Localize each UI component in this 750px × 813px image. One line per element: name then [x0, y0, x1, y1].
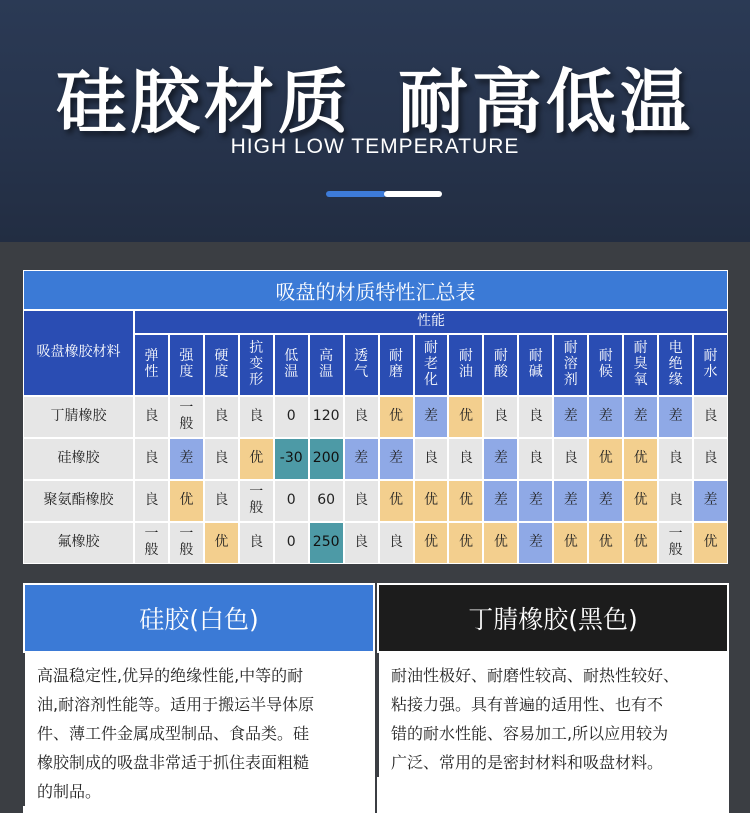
banner-subtitle: HIGH LOW TEMPERATURE [230, 135, 520, 158]
column-header-label: 耐碱 [528, 348, 543, 380]
table-cell: -30 [274, 438, 309, 480]
table-cell: 250 [309, 522, 344, 564]
table-cell [134, 522, 169, 564]
table-cell: 良 [483, 396, 518, 438]
column-header-label: 硬度 [214, 348, 229, 380]
table-cell: 优 [414, 522, 449, 564]
table-title: 吸盘的材质特性汇总表 [23, 270, 728, 310]
table-cell: 良 [344, 396, 379, 438]
table-cell: 差 [379, 438, 414, 480]
table-cell: 良 [658, 480, 693, 522]
nitrile-card-body [377, 653, 729, 777]
column-header-label: 强度 [179, 348, 194, 380]
table-cell: 良 [134, 438, 169, 480]
row-label: 硅橡胶 [23, 438, 134, 480]
table-cell: 差 [483, 480, 518, 522]
column-header [204, 334, 239, 396]
table-cell: 良 [134, 480, 169, 522]
table-cell: 良 [448, 438, 483, 480]
table-cell: 差 [483, 438, 518, 480]
column-header-label: 弹性 [144, 348, 159, 380]
column-header-label: 低温 [284, 348, 299, 380]
table-cell: 优 [588, 522, 623, 564]
table-cell: 优 [414, 480, 449, 522]
table-cell: 良 [414, 438, 449, 480]
silicone-line: 橡胶制成的吸盘非常适于抓住表面粗糙 [37, 753, 310, 772]
column-header-label: 电绝缘 [668, 340, 683, 388]
table-cell: 差 [169, 438, 204, 480]
nitrile-card-title: 丁腈橡胶(黑色) [377, 583, 729, 653]
table-cell: 0 [274, 396, 309, 438]
column-header-label: 耐老化 [423, 340, 438, 388]
nitrile-line: 错的耐水性能、容易加工,所以应用较为 [391, 724, 669, 743]
table-cell: 优 [448, 396, 483, 438]
column-header [588, 334, 623, 396]
column-header-label: 耐候 [598, 348, 613, 380]
table-cell: 200 [309, 438, 344, 480]
table-cell: 良 [239, 396, 274, 438]
table-cell: 优 [204, 522, 239, 564]
table-cell: 优 [623, 522, 658, 564]
column-header [379, 334, 414, 396]
cell-value: 一般 [179, 400, 194, 432]
table-cell: 差 [553, 480, 588, 522]
table-cell: 差 [658, 396, 693, 438]
table-cell: 优 [693, 522, 728, 564]
table-cell: 良 [693, 396, 728, 438]
cell-value: 一般 [179, 526, 194, 558]
table-cell: 差 [414, 396, 449, 438]
silicone-line: 的制品。 [37, 782, 102, 801]
cell-value: 一般 [668, 526, 683, 558]
table-cell: 差 [518, 480, 553, 522]
table-cell: 60 [309, 480, 344, 522]
cell-value: 一般 [144, 526, 159, 558]
divider-blue [326, 191, 386, 197]
table-cell: 良 [693, 438, 728, 480]
column-header [274, 334, 309, 396]
table-cell: 良 [518, 396, 553, 438]
silicone-line: 高温稳定性,优异的绝缘性能,中等的耐 [37, 666, 304, 685]
table-cell: 差 [588, 396, 623, 438]
silicone-card-body [23, 653, 375, 806]
banner [0, 0, 750, 242]
nitrile-line: 广泛、常用的是密封材料和吸盘材料。 [391, 753, 664, 772]
column-header [658, 334, 693, 396]
table-cell: 差 [623, 396, 658, 438]
table-cell: 良 [239, 522, 274, 564]
column-header [553, 334, 588, 396]
table-cell: 良 [134, 396, 169, 438]
table-cell: 120 [309, 396, 344, 438]
table-cell: 良 [518, 438, 553, 480]
table-cell: 良 [658, 438, 693, 480]
table-cell: 差 [553, 396, 588, 438]
column-header-label: 耐酸 [493, 348, 508, 380]
banner-title [0, 46, 750, 147]
table-cell: 优 [448, 480, 483, 522]
table-cell [239, 480, 274, 522]
silicone-line: 件、薄工件金属成型制品、食品类。硅 [37, 724, 310, 743]
table-cell: 0 [274, 480, 309, 522]
column-header [169, 334, 204, 396]
table-cell: 优 [553, 522, 588, 564]
table-cell: 优 [239, 438, 274, 480]
column-header [623, 334, 658, 396]
table-cell: 差 [518, 522, 553, 564]
column-header-label: 高温 [319, 348, 334, 380]
table-cell: 差 [588, 480, 623, 522]
table-cell: 优 [483, 522, 518, 564]
table-cell: 优 [448, 522, 483, 564]
column-header [448, 334, 483, 396]
table-cell [658, 522, 693, 564]
row-label: 丁腈橡胶 [23, 396, 134, 438]
table-cell: 优 [623, 438, 658, 480]
column-header-label: 耐溶剂 [563, 340, 578, 388]
nitrile-card [377, 583, 729, 813]
table-cell: 良 [379, 522, 414, 564]
silicone-line: 油,耐溶剂性能等。适用于搬运半导体原 [37, 695, 315, 714]
nitrile-line: 耐油性极好、耐磨性较高、耐热性较好、 [391, 666, 680, 685]
table-cell: 良 [344, 480, 379, 522]
material-properties-table [23, 270, 728, 564]
column-header [134, 334, 169, 396]
table-cell: 0 [274, 522, 309, 564]
column-header-label: 耐水 [703, 348, 718, 380]
row-label: 氟橡胶 [23, 522, 134, 564]
column-header-label: 耐油 [458, 348, 473, 380]
column-header [518, 334, 553, 396]
table-cell: 良 [204, 396, 239, 438]
table-cell: 良 [553, 438, 588, 480]
row-label: 聚氨酯橡胶 [23, 480, 134, 522]
column-header [309, 334, 344, 396]
table-cell: 良 [204, 438, 239, 480]
column-header [239, 334, 274, 396]
column-header [344, 334, 379, 396]
column-header-label: 透气 [354, 348, 369, 380]
column-header-label: 耐磨 [389, 348, 404, 380]
table-cell: 良 [204, 480, 239, 522]
table-cell [169, 396, 204, 438]
column-header-label: 抗变形 [249, 340, 264, 388]
table-cell: 差 [693, 480, 728, 522]
table-cell: 优 [588, 438, 623, 480]
table-cell: 优 [379, 396, 414, 438]
group-label: 性能 [134, 310, 728, 334]
nitrile-line: 粘接力强。具有普遍的适用性、也有不 [391, 695, 664, 714]
table-cell: 优 [623, 480, 658, 522]
column-header [693, 334, 728, 396]
column-header [414, 334, 449, 396]
column-header-label: 耐臭氧 [633, 340, 648, 388]
cell-value: 一般 [249, 484, 264, 516]
table-cell: 良 [344, 522, 379, 564]
table-cell [169, 522, 204, 564]
title-material: 硅胶材质 [56, 61, 352, 143]
divider-white [384, 191, 442, 197]
corner-label: 吸盘橡胶材料 [23, 310, 134, 396]
title-temperature: 耐高低温 [398, 61, 694, 143]
column-header [483, 334, 518, 396]
silicone-card [23, 583, 375, 813]
silicone-card-title: 硅胶(白色) [23, 583, 375, 653]
table-cell: 优 [379, 480, 414, 522]
table-cell: 优 [169, 480, 204, 522]
table-cell: 差 [344, 438, 379, 480]
